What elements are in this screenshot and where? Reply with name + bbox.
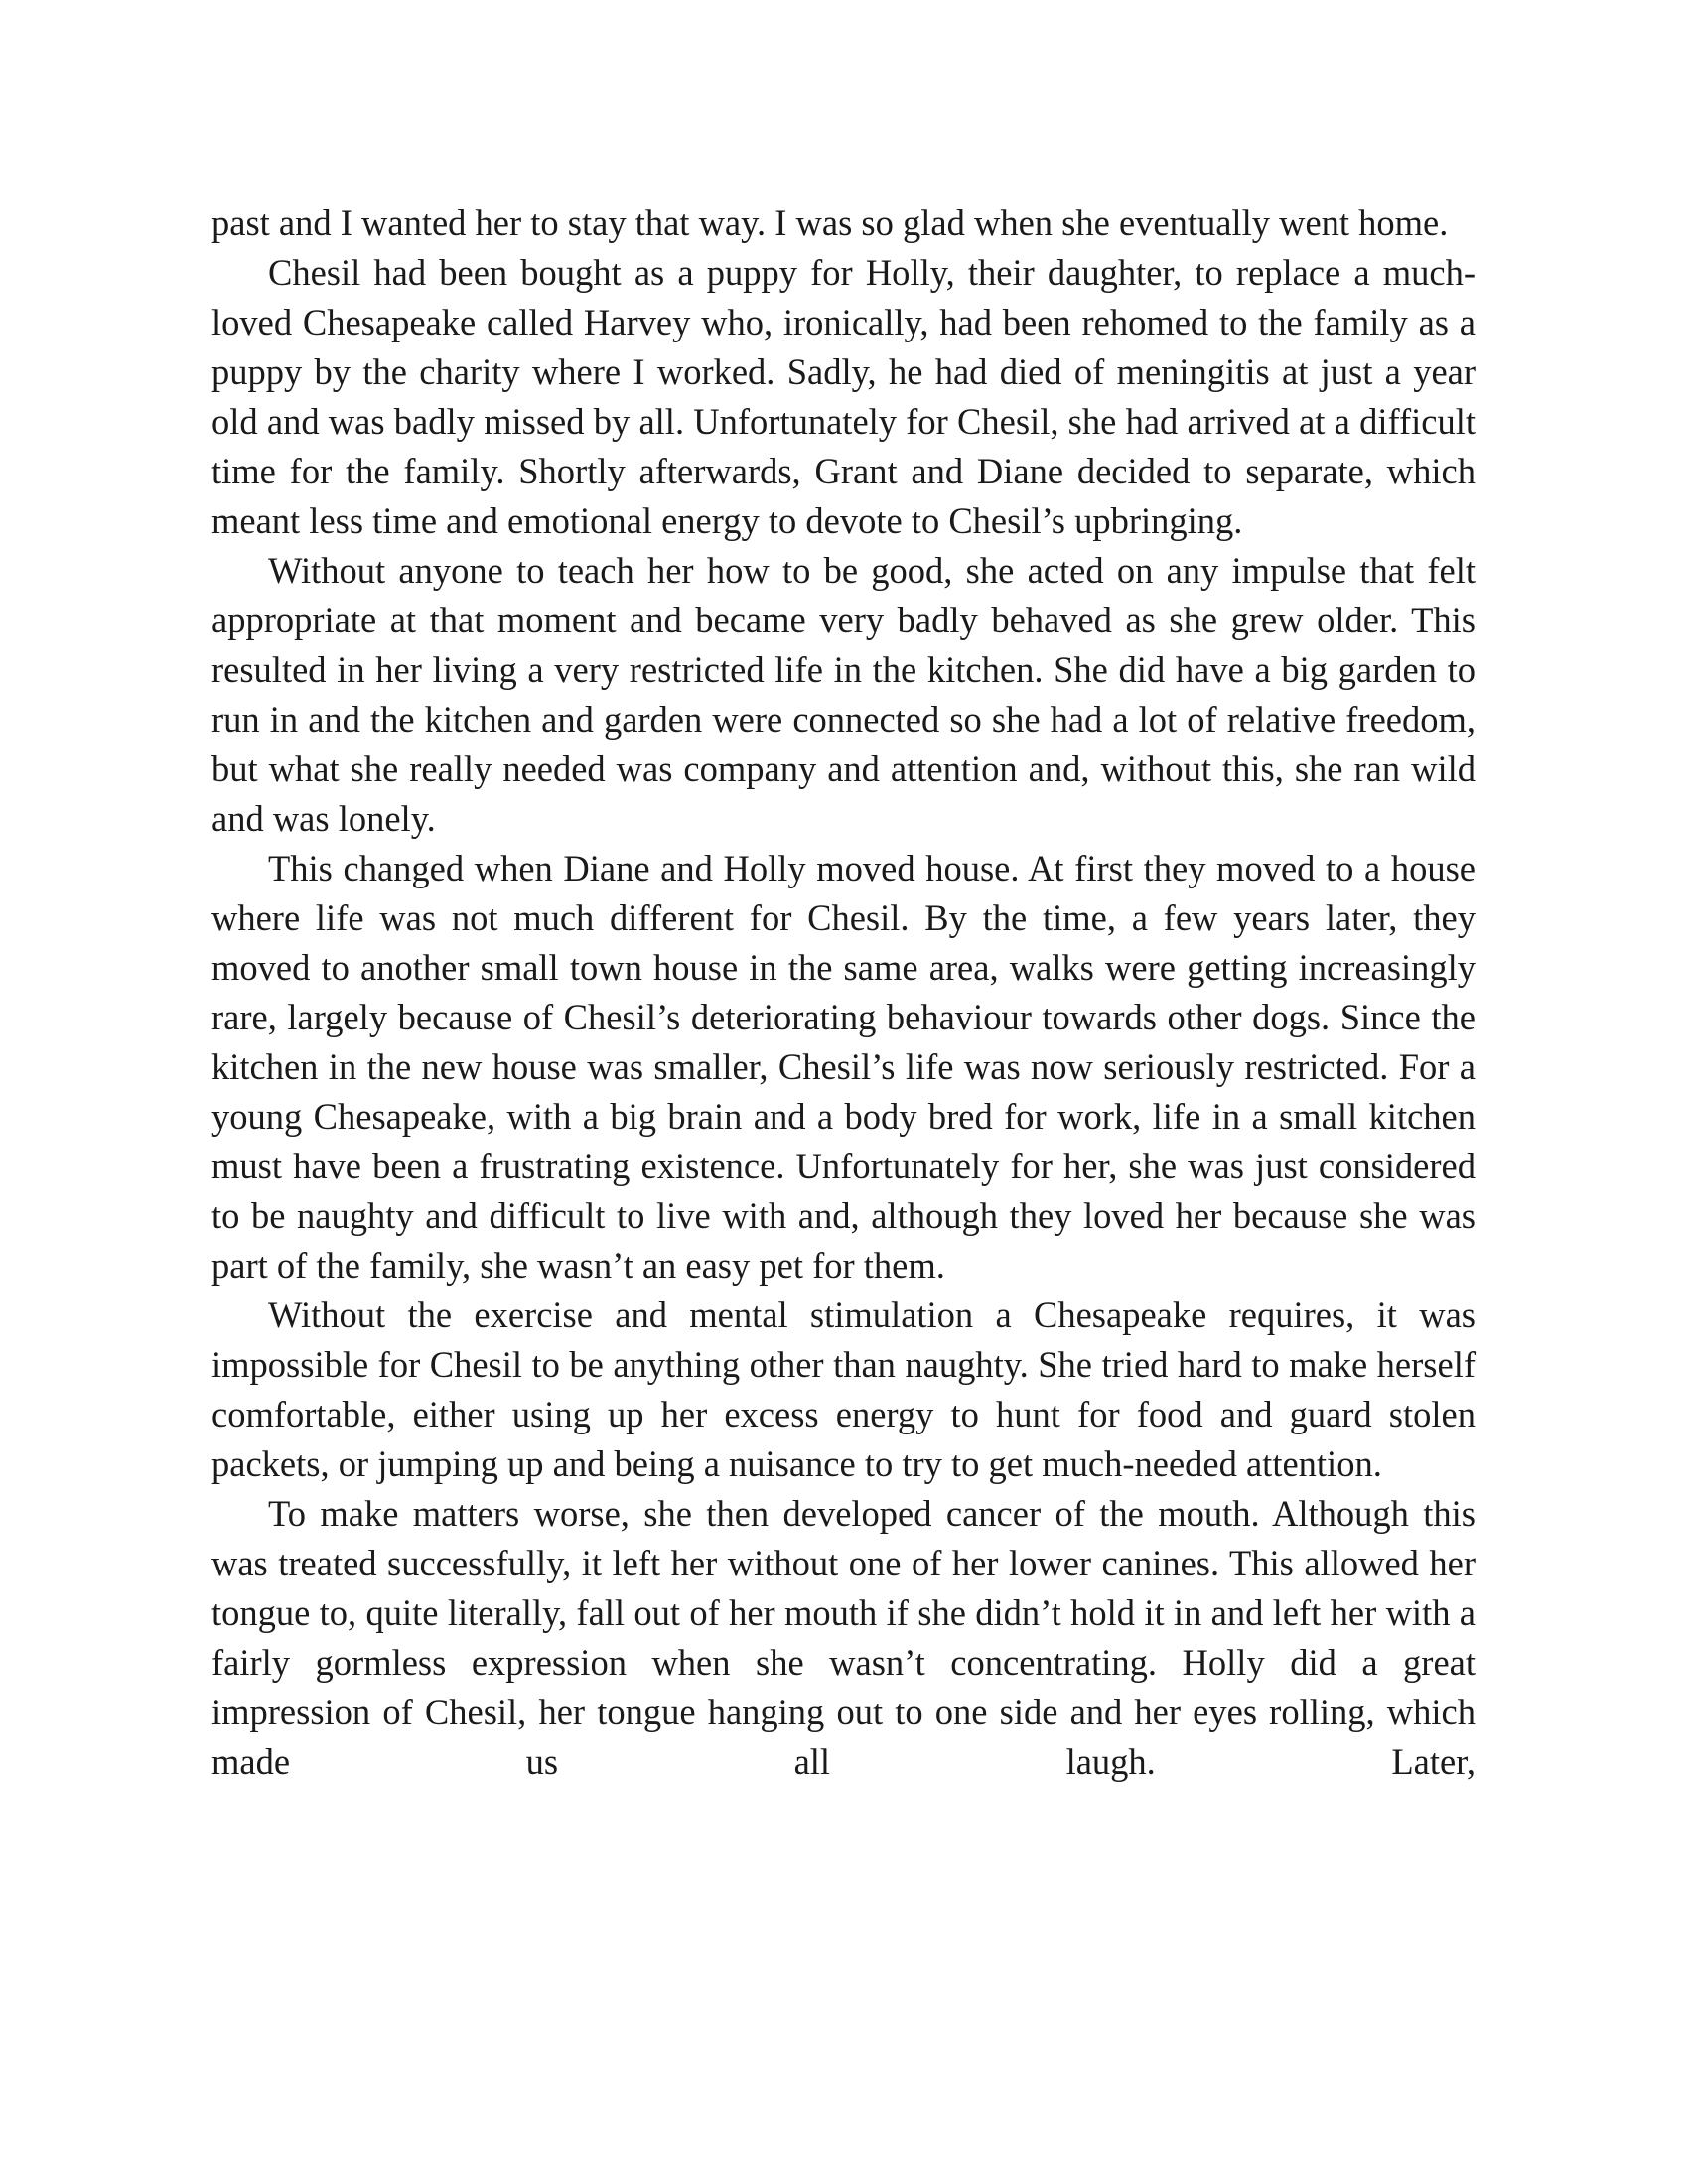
- paragraph: To make matters worse, she then developed cancer of the mouth. Although this was treated successfully, it left her without one of her lower canines. This allowed her tongue to, quite literally, fall out of her mouth if she didn’t hold it in and left her with a fairly gormless expression when she wasn’t concentrating. Holly did a great impression of Chesil, her tongue hanging out to one side and her eyes rolling, which made us all laugh. Later,: [211, 1493, 1476, 1782]
- paragraph: Chesil had been bought as a puppy for Holly, their daughter, to replace a much-loved Chesapeake called Harvey who, ironically, had been rehomed to the family as a puppy by the charity where I worked. Sadly, he had died of meningitis at just a year old and was badly missed by all. Unfortunately for Chesil, she had arrived at a difficult time for the family. Shortly afterwards, Grant and Diane decided to separate, which meant less time and emotional energy to devote to Chesil’s upbringing.: [211, 252, 1476, 541]
- paragraph: past and I wanted her to stay that way. I was so glad when she eventually went home.: [211, 203, 1449, 243]
- paragraph: This changed when Diane and Holly moved house. At first they moved to a house where life was not much different for Chesil. By the time, a few years later, they moved to another small town house in the same area, walks were getting increasingly rare, largely because of Chesil’s deteriorating behaviour towards other dogs. Since the kitchen in the new house was smaller, Chesil’s life was now seriously restricted. For a young Chesapeake, with a big brain and a body bred for work, life in a small kitchen must have been a frustrating existence. Unfortunately for her, she was just considered to be naughty and difficult to live with and, although they loved her because she was part of the family, she wasn’t an easy pet for them.: [211, 848, 1476, 1286]
- paragraph: Without the exercise and mental stimulation a Chesapeake requires, it was impossible for Chesil to be anything other than naughty. She tried hard to make herself comfortable, either using up her excess energy to hunt for food and guard stolen packets, or jumping up and being a nuisance to try to get much-needed attention.: [211, 1295, 1476, 1484]
- body-text: [211, 199, 1476, 1787]
- paragraph: Without anyone to teach her how to be good, she acted on any impulse that felt appropriate at that moment and became very badly behaved as she grew older. This resulted in her living a very restricted life in the kitchen. She did have a big garden to run in and the kitchen and garden were connected so she had a lot of relative freedom, but what she really needed was company and attention and, without this, she ran wild and was lonely.: [211, 550, 1476, 839]
